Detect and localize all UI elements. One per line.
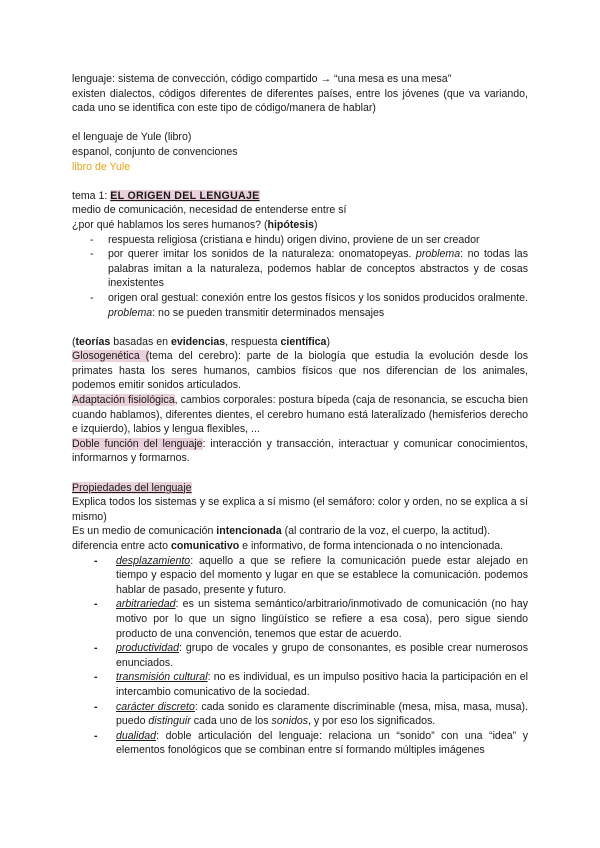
adaptacion-highlight: Adaptación fisiológica — [72, 394, 175, 407]
glosogenetica-highlight: Glosogenética ( — [72, 350, 150, 363]
propiedades-heading — [72, 481, 528, 496]
item-text: cada uno de los — [190, 715, 272, 728]
item-text: : es un sistema semántico/arbitrario/inmotivado de comunicación (no hay motivo por lo que un signo lingüístico se refiere a esa cosa), pero sigue siendo producto de una convención, tenemos que estar de acuerdo. — [116, 598, 528, 640]
term-transmision-cultural: transmisión cultural — [116, 671, 208, 684]
item-text: : no es individual, es un impulso positivo hacia la participación en el intercambio comunicativo de la sociedad. — [116, 671, 528, 698]
propiedades-line-2 — [72, 524, 528, 539]
term-desplazamiento: desplazamiento — [116, 554, 191, 567]
propiedades-list — [72, 554, 528, 758]
item-text: : doble articulación del lenguaje: relaciona un “sonido” con una “idea” y elementos fonológicos que se combinan entre sí formando múltiples imágenes — [116, 729, 528, 757]
propiedades-title: Propiedades del lenguaje — [72, 481, 192, 494]
doble-funcion-highlight: Doble función del lenguaje — [72, 437, 203, 450]
problema-italic: problema — [108, 306, 153, 319]
document-page — [72, 72, 528, 758]
comunicativo-bold: comunicativo — [170, 540, 240, 552]
tema1-line-2-close: ) — [314, 218, 318, 231]
paren: ( — [72, 335, 76, 348]
term-productividad: productividad — [116, 642, 180, 655]
sonidos-italic: sonidos — [271, 715, 309, 728]
text: (al contrario de la voz, el cuerpo, la actitud). — [281, 525, 491, 538]
item-text: origen oral gestual: conexión entre los gestos físicos y los sonidos producidos oralmente. — [108, 291, 528, 304]
intro-line-2: existen dialectos, códigos diferentes de diferentes países, entre los jóvenes (que va variando, cada uno se identifica con este tipo de código/manera de hablar) — [72, 87, 528, 115]
hipotesis-bold: hipótesis — [267, 218, 315, 231]
teorias-line — [72, 335, 528, 350]
list-item — [72, 729, 528, 758]
tema1-line-2 — [72, 218, 528, 233]
list-item — [72, 554, 528, 598]
list-item — [72, 700, 528, 729]
item-text: : grupo de vocales y grupo de consonantes, es posible crear numerosos enunciados. — [116, 642, 528, 669]
propiedades-line-3 — [72, 539, 528, 554]
tema1-line-1: medio de comunicación, necesidad de entenderse entre sí — [72, 204, 347, 217]
item-text: : no se pueden transmitir determinados mensajes — [152, 306, 385, 319]
spacer — [72, 174, 528, 189]
list-item — [72, 291, 528, 320]
tema1-title: EL ORIGEN DEL LENGUAJE — [110, 189, 260, 202]
term-caracter-discreto: carácter discreto — [116, 700, 195, 713]
text: , respuesta — [225, 335, 281, 348]
cientifica-bold: científica — [280, 335, 327, 348]
glosogenetica-paragraph — [72, 349, 528, 393]
item-text: respuesta religiosa (cristiana e hindu) origen divino, proviene de un ser creador — [108, 233, 480, 246]
list-item — [72, 597, 528, 641]
term-dualidad: dualidad — [116, 729, 157, 742]
item-text: , y por eso los significados. — [308, 715, 436, 728]
problema-italic: problema — [415, 248, 461, 261]
spacer — [72, 320, 528, 335]
adaptacion-paragraph — [72, 393, 528, 437]
intencionada-bold: intencionada — [216, 525, 282, 538]
item-text: : cada sonido es claramente discriminable (mesa, misa, masa, musa). puedo — [116, 700, 528, 728]
list-item — [72, 233, 528, 248]
intro-line-1: lenguaje: sistema de convección, código compartido → “una mesa es una mesa” — [72, 73, 452, 85]
paren: ) — [326, 335, 330, 348]
distinguir-italic: distinguir — [148, 715, 191, 728]
text: basadas en — [110, 335, 171, 348]
adaptacion-text: , cambios corporales: postura bípeda (caja de resonancia, se escucha bien cuando hablamos), diferentes dientes, el cerebro humano está lateralizado (hemisferios derecho e izquierdo), labios y lengua flexibles, ... — [72, 394, 528, 436]
list-item — [72, 247, 528, 291]
doble-funcion-paragraph — [72, 437, 528, 466]
hipotesis-list — [72, 233, 528, 321]
spacer — [72, 116, 528, 131]
yule-line-3: libro de Yule — [72, 160, 131, 173]
doble-funcion-text: : interacción y transacción, interactuar y comunicar conocimientos, informarnos y formarnos. — [72, 437, 528, 465]
text: diferencia entre acto — [72, 540, 171, 552]
item-text: : no todas las palabras imitan a la naturaleza, podemos hablar de conceptos abstractos y de cosas inexistentes — [108, 248, 528, 290]
spacer — [72, 466, 528, 481]
list-item — [72, 641, 528, 670]
teorias-bold: teorías — [75, 335, 111, 348]
list-item — [72, 670, 528, 699]
term-arbitrariedad: arbitrariedad — [116, 598, 176, 611]
tema1-prefix: tema 1: — [72, 189, 111, 202]
propiedades-line-1: Explica todos los sistemas y se explica a sí mismo (el semáforo: color y orden, no se explica a sí mismo) — [72, 496, 528, 523]
tema1-heading — [72, 189, 528, 204]
glosogenetica-text: tema del cerebro): parte de la biología que estudia la evolución desde los primates hasta los seres humanos, cambios físicos que nos diferencian de los animales, podemos emitir sonidos articulados. — [72, 350, 529, 392]
tema1-line-2-text: ¿por qué hablamos los seres humanos? ( — [72, 218, 268, 231]
text: e informativo, de forma intencionada o no intencionada. — [239, 540, 504, 552]
text: Es un medio de comunicación — [72, 525, 217, 538]
yule-line-2: espanol, conjunto de convenciones — [72, 145, 238, 158]
item-text: por querer imitar los sonidos de la naturaleza: onomatopeyas. — [108, 248, 416, 261]
item-text: : aquello a que se refiere la comunicación puede estar alejado en tiempo y espacio del momento y lugar en que se establece la comunicación. podemos hablar de pasado, presente y futuro. — [116, 554, 528, 596]
yule-line-1: el lenguaje de Yule (libro) — [72, 131, 192, 144]
evidencias-bold: evidencias — [170, 335, 226, 348]
